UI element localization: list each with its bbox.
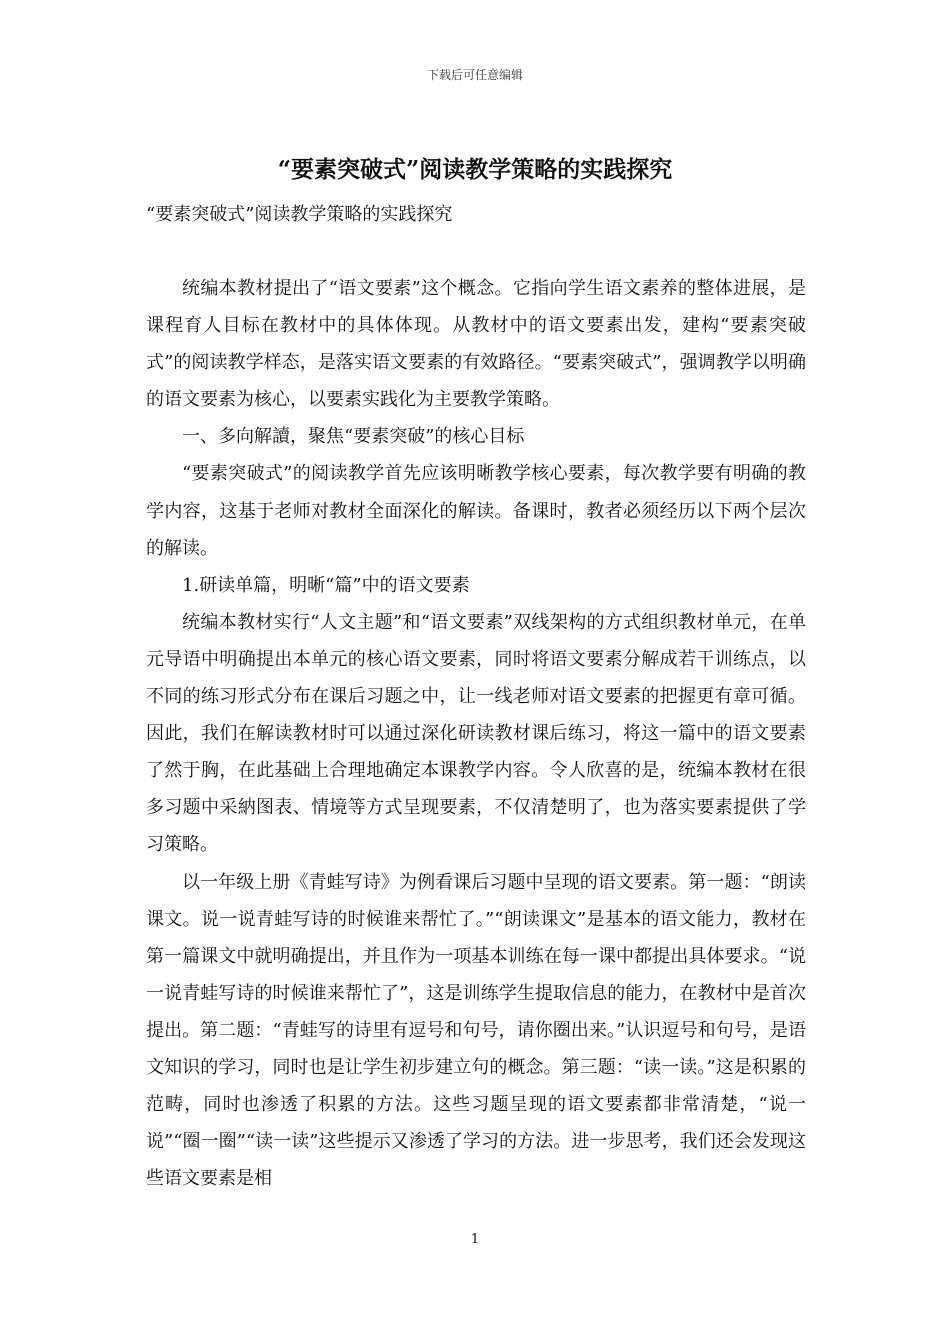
subtitle: “要素突破式”阅读教学策略的实践探究	[146, 204, 453, 225]
subsection-heading-1: 1.研读单篇，明晰“篇”中的语文要素	[182, 574, 470, 596]
page-title: “要素突破式”阅读教学策略的实践探究	[277, 156, 673, 183]
page-number: 1	[470, 1232, 480, 1247]
section-heading-1: 一、多向解讀，聚焦“要素突破”的核心目标	[182, 426, 525, 448]
body-text	[146, 270, 806, 1197]
paragraph-section-1: “要素突破式”的阅读教学首先应该明晰教学核心要素，每次教学要有明确的教学内容，这基于老师对教材全面深化的解读。备课时，教者必须经历以下两个层次的解读。	[146, 463, 806, 559]
paragraph-example: 以一年级上册《青蛙写诗》为例看课后习题中呈现的语文要素。第一题：“朗读课文。说一说青蛙写诗的时候谁来帮忙了。”“朗读课文”是基本的语文能力，教材在第一篇课文中就明确提出，并且作为一项基本训练在每一课中都提出具体要求。“说一说青蛙写诗的时候谁来帮忙了”，这是训练学生提取信息的能力，在教材中是首次提出。第二题：“青蛙写的诗里有逗号和句号，请你圈出来。”认识逗号和句号，是语文知识的学习，同时也是让学生初步建立句的概念。第三题：“读一读。”这是积累的范畴，同时也渗透了积累的方法。这些习题呈现的语文要素都非常清楚，“说一说”“圈一圈”“读一读”这些提示又渗透了学习的方法。进一步思考，我们还会发现这些语文要素是相	[146, 871, 806, 1190]
paragraph-intro: 统编本教材提出了“语文要素”这个概念。它指向学生语文素养的整体进展，是课程育人目标在教材中的具体体现。从教材中的语文要素出发，建构“要素突破式”的阅读教学样态，是落实语文要素的有效路径。“要素突破式”，强调教学以明确的语文要素为核心，以要素实践化为主要教学策略。	[146, 278, 806, 411]
paragraph-subsection-1: 统编本教材实行“人文主题”和“语文要素”双线架构的方式组织教材单元，在单元导语中明确提出本单元的核心语文要素，同时将语文要素分解成若干训练点，以不同的练习形式分布在课后习题之中，让一线老师对语文要素的把握更有章可循。因此，我们在解读教材时可以通过深化研读教材课后练习，将这一篇中的语文要素了然于胸，在此基础上合理地确定本课教学内容。令人欣喜的是，统编本教材在很多习题中采納图表、情境等方式呈现要素，不仅清楚明了，也为落实要素提供了学习策略。	[146, 611, 806, 856]
header-note: 下载后可任意编辑	[426, 68, 523, 82]
